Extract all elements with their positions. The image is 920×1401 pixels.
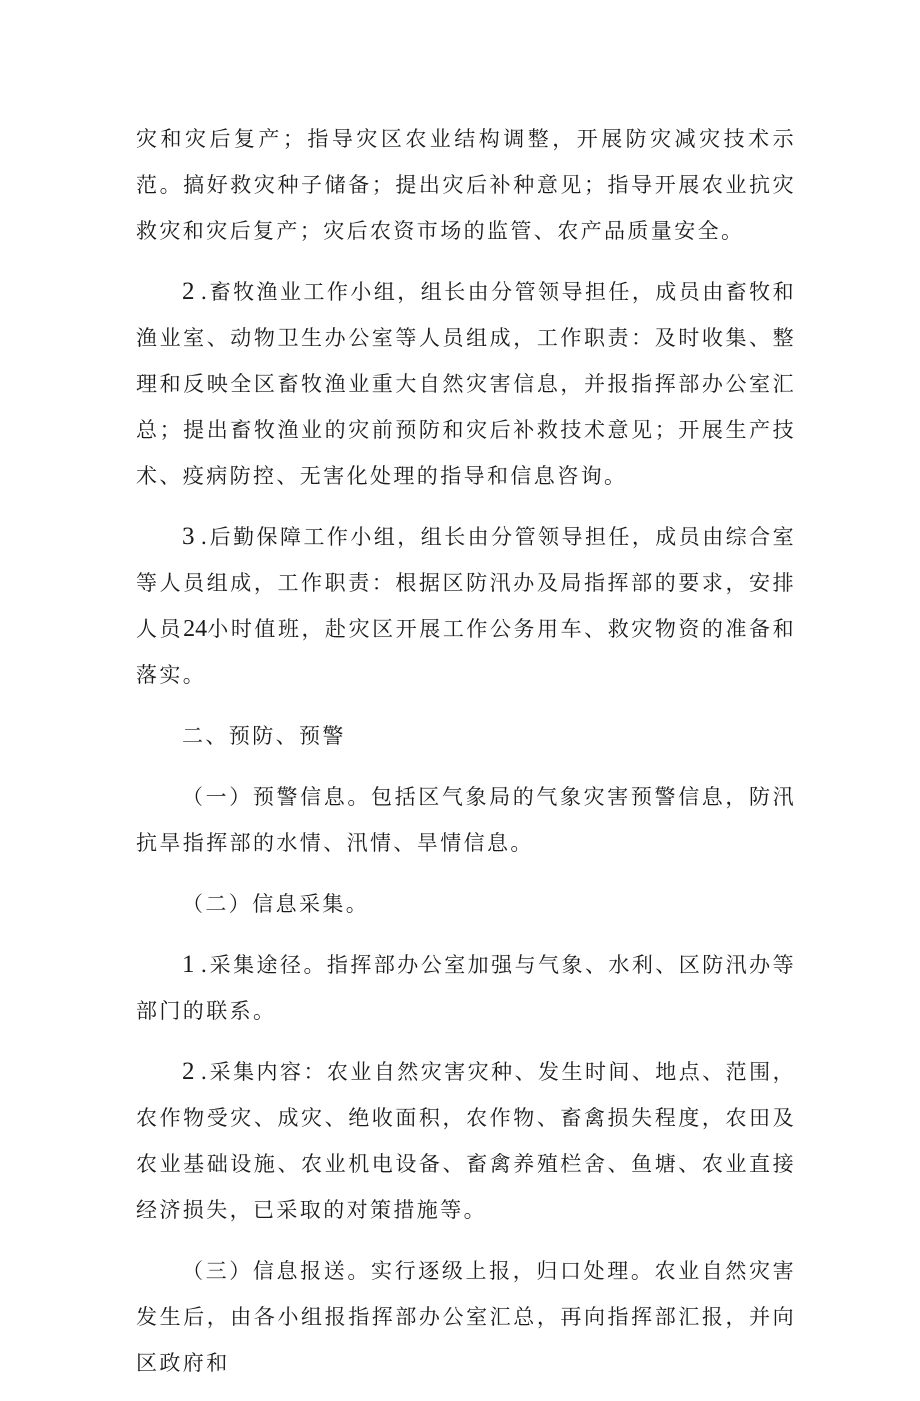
item-number: 3 xyxy=(182,523,195,550)
paragraph-continuation xyxy=(136,116,796,254)
document-body xyxy=(136,116,796,1401)
section-heading: 二、预防、预警 xyxy=(182,724,346,748)
item-number: 2 xyxy=(182,1058,195,1085)
item-number: 2 xyxy=(182,278,195,305)
paragraph-text: 小时值班，赴灾区开展工作公务用车、救灾物资的准备和落实。 xyxy=(136,617,796,687)
paragraph-text: .后勤保障工作小组，组长由分管领导担任，成员由综合室等人员组成，工作职责：根据区防汛办及局指挥部的要求，安排人员 xyxy=(136,525,796,641)
paragraph-text: .采集内容：农业自然灾害灾种、发生时间、地点、范围，农作物受灾、成灾、绝收面积，农作物、畜禽损失程度，农田及农业基础设施、农业机电设备、畜禽养殖栏舍、鱼塘、农业直接经济损失，已采取的对策措施等。 xyxy=(136,1060,796,1222)
paragraph-info-reporting xyxy=(136,1248,796,1386)
item-number: 1 xyxy=(182,951,195,978)
section-heading-prevention-warning xyxy=(136,713,796,759)
paragraph-text: .采集途径。指挥部办公室加强与气象、水利、区防汛办等部门的联系。 xyxy=(136,953,796,1023)
paragraph-info-collection xyxy=(136,881,796,927)
hours-value: 24 xyxy=(183,616,208,642)
paragraph-text: .畜牧渔业工作小组，组长由分管领导担任，成员由畜牧和渔业室、动物卫生办公室等人员组成，工作职责：及时收集、整理和反映全区畜牧渔业重大自然灾害信息，并报指挥部办公室汇总；提出畜牧渔业的灾前预防和灾后补救技术意见；开展生产技术、疫病防控、无害化处理的指导和信息咨询。 xyxy=(136,280,796,488)
paragraph-text: 灾和灾后复产；指导灾区农业结构调整，开展防灾减灾技术示范。搞好救灾种子储备；提出灾后补种意见；指导开展农业抗灾救灾和灾后复产；灾后农资市场的监管、农产品质量安全。 xyxy=(136,127,796,243)
paragraph-collection-channels xyxy=(136,942,796,1034)
paragraph-warning-info xyxy=(136,774,796,866)
paragraph-livestock-fishery-group xyxy=(136,269,796,499)
paragraph-text: （二）信息采集。 xyxy=(182,892,370,916)
paragraph-text: （三）信息报送。实行逐级上报，归口处理。农业自然灾害发生后，由各小组报指挥部办公室汇总，再向指挥部汇报，并向区政府和 xyxy=(136,1259,796,1375)
paragraph-text: （一）预警信息。包括区气象局的气象灾害预警信息，防汛抗旱指挥部的水情、汛情、旱情信息。 xyxy=(136,785,796,855)
paragraph-collection-content xyxy=(136,1049,796,1233)
paragraph-logistics-group xyxy=(136,514,796,698)
